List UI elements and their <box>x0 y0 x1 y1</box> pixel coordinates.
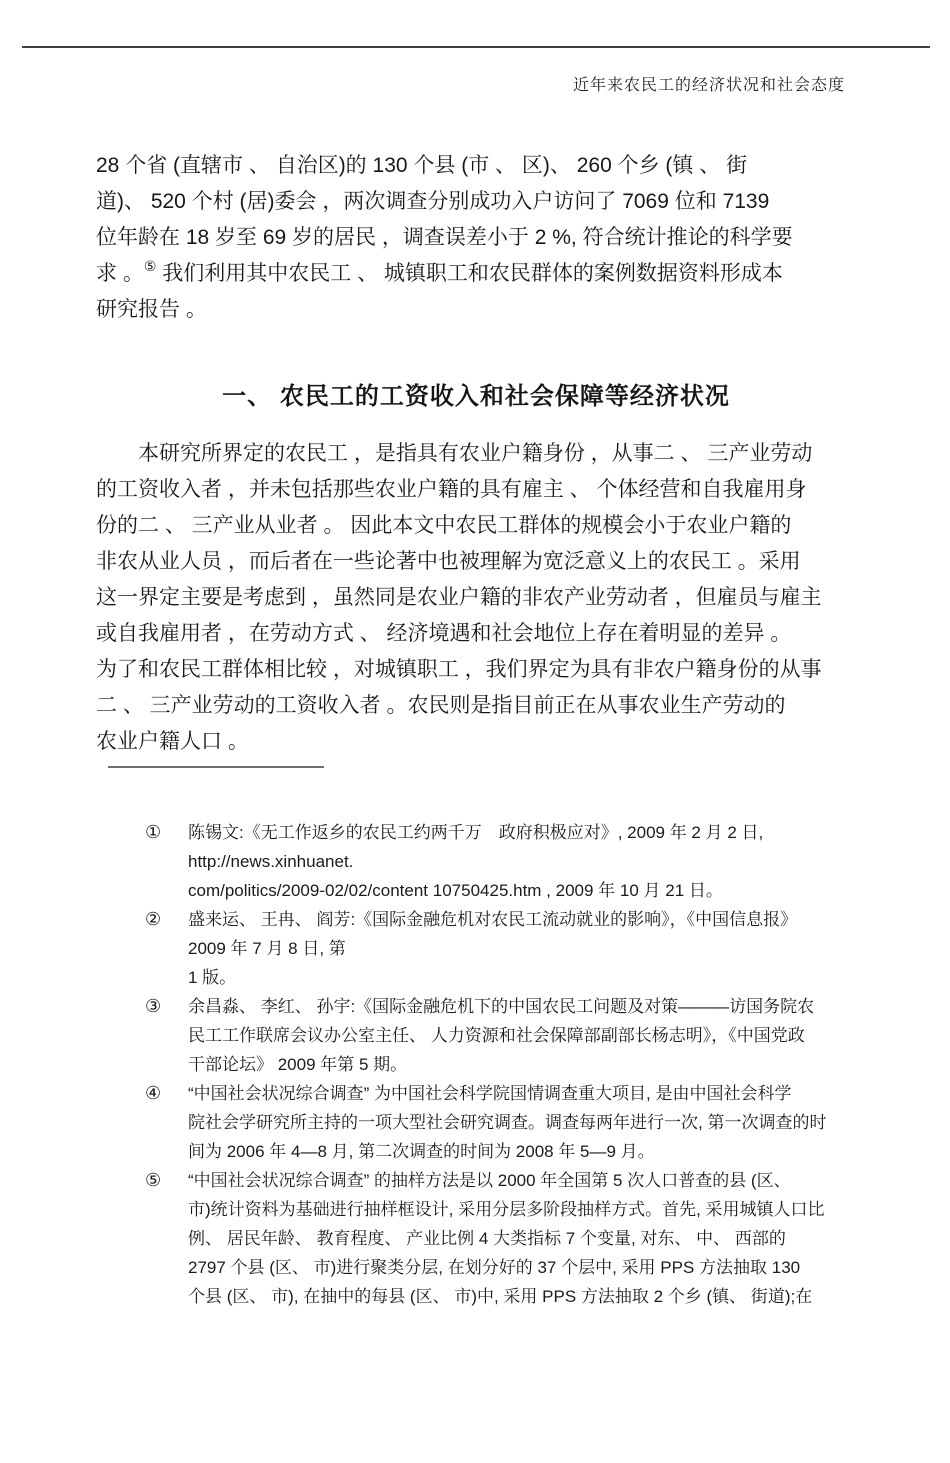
text-line: 或自我雇用者 ，在劳动方式 、 经济境遇和社会地位上存在着明显的差异 。 <box>96 622 792 645</box>
text-line: 本研究所界定的农民工 ，是指具有农业户籍身份 ，从事二 、 三产业劳动 <box>138 442 813 465</box>
footnote-line: 市)统计资料为基础进行抽样框设计, 采用分层多阶段抽样方式。首先, 采用城镇人口比 <box>188 1200 825 1219</box>
footnote-line: 例、 居民年龄、 教育程度、 产业比例 4 大类指标 7 个变量, 对东、 中、 西部的 <box>188 1229 786 1248</box>
footnote-marker: ① <box>145 822 162 842</box>
footnote-line: 陈锡文:《无工作返乡的农民工约两千万 政府积极应对》, 2009 年 2 月 2 日, <box>188 823 764 842</box>
header-rule <box>22 46 930 48</box>
text-line: 非农从业人员 ，而后者在一些论著中也被理解为宽泛意义上的农民工 。采用 <box>96 550 801 573</box>
text-line: 求 。⑤ 我们利用其中农民工 、 城镇职工和农民群体的案例数据资料形成本 <box>96 258 783 285</box>
footnote-line: 民工工作联席会议办公室主任、 人力资源和社会保障部副部长杨志明》，《中国党政 <box>188 1026 805 1045</box>
text-line: 研究报告 。 <box>96 298 207 321</box>
footnote <box>145 1079 857 1166</box>
text-line: 道)、 520 个村 (居)委会 ，两次调查分别成功入户访问了 7069 位和 7139 <box>96 190 770 213</box>
text-line: 这一界定主要是考虑到 ，虽然同是农业户籍的非农产业劳动者 ，但雇员与雇主 <box>96 586 822 609</box>
footnote-marker: ③ <box>145 996 162 1016</box>
text-line: 份的二 、 三产业从业者 。 因此本文中农民工群体的规模会小于农业户籍的 <box>96 514 792 537</box>
text-line: 二 、 三产业劳动的工资收入者 。农民则是指目前正在从事农业生产劳动的 <box>96 694 786 717</box>
footnote-line: 个县 (区、 市), 在抽中的每县 (区、 市)中, 采用 PPS 方法抽取 2 个乡 (镇、 街道);在 <box>188 1287 813 1306</box>
footnote-list <box>145 818 857 1311</box>
text-line: 28 个省 (直辖市 、 自治区)的 130 个县 (市 、 区)、 260 个乡 (镇 、 街 <box>96 154 748 177</box>
footnote-line: “中国社会状况综合调查” 的抽样方法是以 2000 年全国第 5 次人口普查的县 (区、 <box>188 1171 791 1190</box>
footnote-line: “中国社会状况综合调查” 为中国社会科学院国情调查重大项目, 是由中国社会科学 <box>188 1084 792 1103</box>
footnote-line: 间为 2006 年 4—8 月, 第二次调查的时间为 2008 年 5—9 月。 <box>188 1142 655 1161</box>
footnote-line: 干部论坛》 2009 年第 5 期。 <box>188 1055 408 1074</box>
text-line: 位年龄在 18 岁至 69 岁的居民 ，调查误差小于 2 %, 符合统计推论的科学要 <box>96 226 793 249</box>
footnote-separator-rule <box>108 766 324 768</box>
footnote-line: http://news.xinhuanet. <box>188 852 354 871</box>
body-paragraph-1 <box>96 148 856 328</box>
footnote <box>145 992 857 1079</box>
footnote-marker: ⑤ <box>145 1170 162 1190</box>
text-line: 农业户籍人口 。 <box>96 730 249 753</box>
footnote-line: com/politics/2009-02/02/content 10750425.htm , 2009 年 10 月 21 日。 <box>188 881 723 900</box>
footnote-text <box>188 905 857 992</box>
footnote <box>145 1166 857 1311</box>
footnote <box>145 905 857 992</box>
footnote-text <box>188 1166 857 1311</box>
footnote-text <box>188 818 857 905</box>
footnote-line: 余昌淼、 李红、 孙宇:《国际金融危机下的中国农民工问题及对策———访国务院农 <box>188 997 815 1016</box>
footnote-marker: ④ <box>145 1083 162 1103</box>
footnote-line: 2009 年 7 月 8 日, 第 <box>188 939 346 958</box>
footnote-line: 院社会学研究所主持的一项大型社会研究调查。调查每两年进行一次, 第一次调查的时 <box>188 1113 827 1132</box>
footnote-line: 2797 个县 (区、 市)进行聚类分层, 在划分好的 37 个层中, 采用 PPS 方法抽取 130 <box>188 1258 801 1277</box>
footnote-text <box>188 1079 857 1166</box>
body-paragraph-2 <box>96 436 856 760</box>
footnote <box>145 818 857 905</box>
footnote-line: 1 版。 <box>188 968 237 987</box>
footnote-marker: ② <box>145 909 162 929</box>
footnote-text <box>188 992 857 1079</box>
footnote-ref: ⑤ <box>143 258 157 274</box>
footnote-line: 盛来运、 王冉、 阎芳:《国际金融危机对农民工流动就业的影响》，《中国信息报》 <box>188 910 798 929</box>
running-header: 近年来农民工的经济状况和社会态度 <box>572 77 845 94</box>
text-line: 为了和农民工群体相比较 ，对城镇职工 ，我们界定为具有非农户籍身份的从事 <box>96 658 822 681</box>
text-line: 的工资收入者 ，并未包括那些农业户籍的具有雇主 、 个体经营和自我雇用身 <box>96 478 807 501</box>
section-heading: 一、 农民工的工资收入和社会保障等经济状况 <box>222 383 730 410</box>
